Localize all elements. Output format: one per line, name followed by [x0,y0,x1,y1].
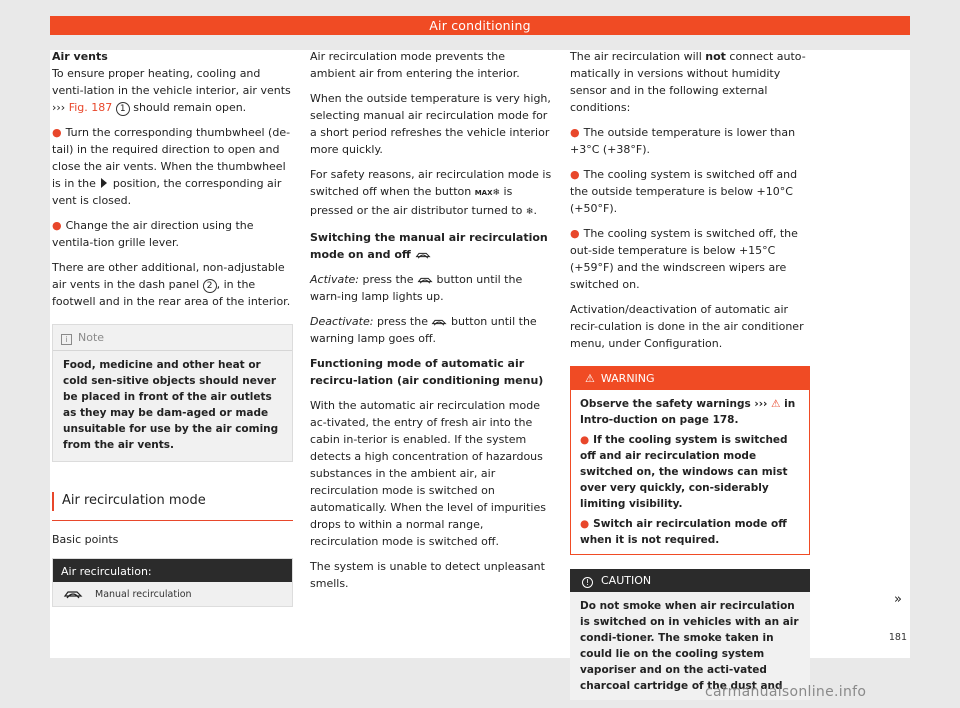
note-box [52,324,293,462]
bullet-text-end: position, the corresponding air vent is closed. [52,177,282,207]
page-header [50,16,910,35]
warning-header [571,367,809,390]
condition-2 [570,166,810,217]
text-end: , in the footwell and in the rear area of the interior. [52,278,291,308]
closed-position-icon [101,178,107,188]
air-vents-intro [52,65,293,116]
intro-text-end: should remain open. [133,101,247,114]
figure-link[interactable]: Fig. 187 [68,101,113,114]
bullet-text: Switch air recirculation mode off when it is not required. [580,518,787,546]
text-end: . [533,204,537,217]
bullet-icon: ● [570,168,580,181]
column-middle [310,48,553,600]
text-end: button until the warning lamp goes off. [310,315,537,345]
bullet-text: The cooling system is switched off, the out-side temperature is below +15°C (+59°F) and the windscreen wipers are switched on. [570,227,798,291]
emphasis-not: not [705,50,726,63]
recirculation-icon [53,588,93,600]
link-arrows: ››› [52,101,66,114]
condition-3 [570,225,810,293]
text-end: in Intro-duction on page 178. [580,398,796,426]
caution-header [570,569,810,592]
bullet-text: Change the air direction using the ventila-tion grille lever. [52,219,254,249]
text-mid: is pressed or the air distributor turned to [310,185,523,217]
continue-mark: » [894,592,902,607]
warning-bullet-1 [580,432,800,512]
caution-label: CAUTION [601,574,652,587]
caution-text: Do not smoke when air recirculation is switched on in vehicles with an air condi-tioner. The smoke taken in could lie on the cooling system vaporiser and on the acti-vated charcoal cartridge of the dust and [580,600,799,692]
bullet-icon: ● [580,518,590,530]
air-vents-heading: Air vents [52,50,108,63]
auto-mode-heading: Functioning mode of automatic air recircu-lation (air conditioning menu) [310,357,544,387]
warning-body [571,390,809,554]
text-end: connect auto-matically in versions without humidity sensor and in the following external conditions: [570,50,806,114]
bullet-icon: ● [570,126,580,139]
text: Observe the safety warnings [580,398,751,410]
note-label: Note [78,331,105,344]
section-title: Air recirculation mode [52,492,293,511]
warning-label: WARNING [600,372,655,385]
recirculation-table [52,558,293,607]
bullet-thumbwheel [52,124,293,209]
recirc-safety [310,166,553,221]
activate-text [310,271,553,305]
bullet-text: Turn the corresponding thumbwheel (de-tail) in the required direction to open and close the air vents. When the thumbwheel is in the [52,126,291,190]
header-title: Air conditioning [429,18,531,33]
text-end: button until the warn-ing lamp lights up. [310,273,523,303]
bullet-icon: ● [570,227,580,240]
recirculation-icon [415,250,431,260]
recirculation-icon [431,317,447,327]
text: press the [362,273,414,286]
bullet-text: The outside temperature is lower than +3°C (+38°F). [570,126,796,156]
bullet-icon: ● [580,434,590,446]
bullet-icon: ● [52,126,62,139]
warning-triangle-icon: ⚠ [771,398,781,410]
caution-icon: ! [582,577,593,588]
text: The air recirculation will [570,50,702,63]
bullet-icon: ● [52,219,62,232]
callout-number-2: 2 [203,279,217,293]
warning-safety-ref [580,396,800,428]
bullet-text: If the cooling system is switched off and air recirculation mode switched on, the windows can mist over very quickly, con-siderably limiting visibility. [580,434,788,510]
recirc-intro: Air recirculation mode prevents the ambient air from entering the interior. [310,50,520,80]
watermark: carmanualsonline.info [705,684,867,700]
auto-connect-text [570,48,810,116]
max-defrost-icon: MAX [474,189,493,197]
bullet-text: The cooling system is switched off and the outside temperature is below +10°C (+50°F). [570,168,798,215]
deactivate-text [310,313,553,347]
section-divider [52,520,293,521]
column-left [52,48,293,607]
warning-triangle-icon: ⚠ [585,372,595,385]
page-number: 181 [888,632,907,643]
note-text: Food, medicine and other heat or cold sen-sitive objects should never be placed in front of the air outlets as they may be dam-aged or made unsuitable for use by the air coming from the air vents. [63,359,279,451]
bullet-ventilation-grille [52,217,293,251]
basic-points-heading: Basic points [52,533,119,546]
additional-vents-text [52,259,293,310]
table-header: Air recirculation: [53,559,292,582]
switching-heading [310,229,553,263]
recirc-high-temp: When the outside temperature is very high, selecting manual air recirculation mode for a short period refreshes the vehicle interior more quickly. [310,92,551,156]
text: For safety reasons, air recirculation mode is switched off when the button [310,168,552,198]
table-row-label: Manual recirculation [95,588,192,600]
activate-label: Activate: [310,273,359,286]
note-header [53,325,292,351]
intro-text: To ensure proper heating, cooling and venti-lation in the vehicle interior, air vents [52,67,291,97]
deactivate-label: Deactivate: [310,315,374,328]
recirculation-icon [417,275,433,285]
activation-text: Activation/deactivation of automatic air recir-culation is done in the air conditioner menu, under Configuration. [570,303,804,350]
caution-box [570,569,810,700]
link-arrows: ››› [754,398,768,410]
text: press the [376,315,428,328]
table-row [53,582,292,606]
auto-mode-text: With the automatic air recirculation mode ac-tivated, the entry of fresh air into the cabin in-terior is enabled. If the system detects a high concentration of hazardous substances in the ambient air, air recirculation mode is switched on automatically. When the level of impurities drops to within a normal range, recirculation mode is switched off. [310,399,546,548]
windscreen-defrost-icon: ❄ [525,207,534,217]
info-icon: i [61,334,72,345]
text: There are other additional, non-adjustable air vents in the dash panel [52,261,285,291]
warning-box [570,366,810,555]
warning-bullet-2 [580,516,800,548]
heading-text: Switching the manual air recirculation mode on and off [310,231,548,261]
smells-text: The system is unable to detect unpleasant smells. [310,560,545,590]
fan-icon: ❄ [492,188,501,198]
condition-1 [570,124,810,158]
column-right [570,48,810,700]
callout-number-1: 1 [116,102,130,116]
